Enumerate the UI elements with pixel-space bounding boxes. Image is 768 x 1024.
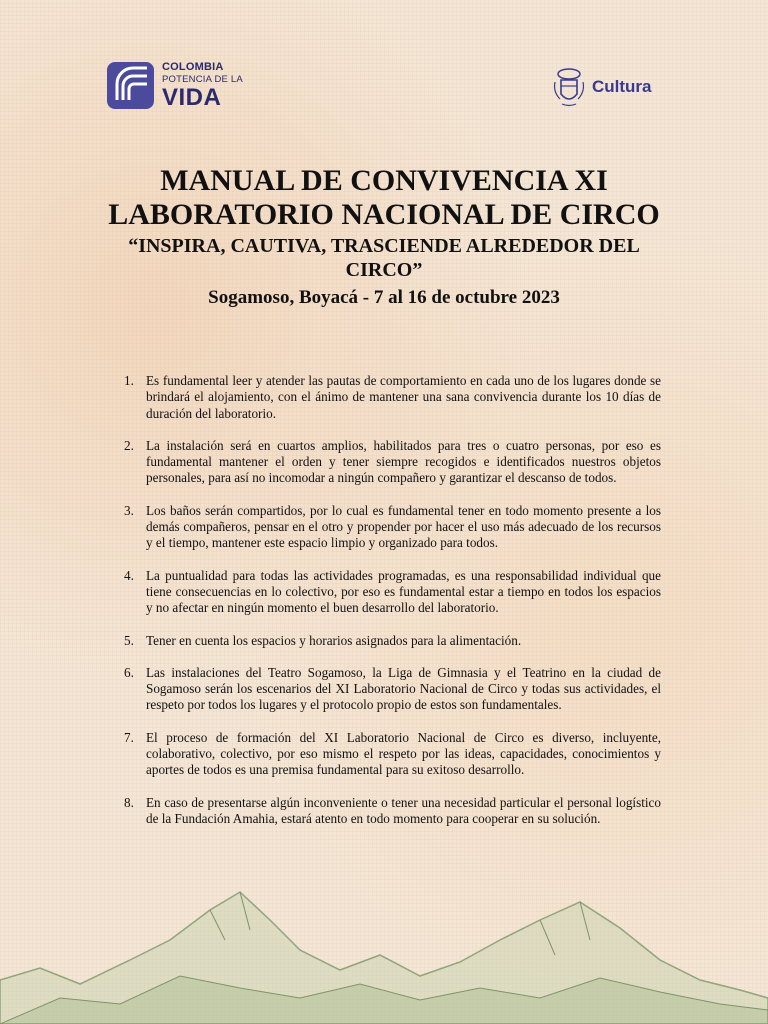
list-item [124, 633, 661, 649]
list-item [124, 503, 661, 552]
ministerio-cultura-logo [552, 66, 652, 108]
item-number: 4. [124, 567, 134, 583]
item-number: 2. [124, 437, 134, 453]
list-item [124, 373, 661, 422]
list-item [124, 730, 661, 779]
page-title: MANUAL DE CONVIVENCIA XI LABORATORIO NACIONAL DE CIRCO [108, 164, 660, 231]
item-text: La instalación será en cuartos amplios, habilitados para tres o cuatro personas, por eso es fundamental mantener el orden y tener siempre recogidos e identificados nuestros objetos personales, para así no incomodar a ningún compañero y garantizar el descanso de todos. [146, 437, 661, 486]
slogan: “INSPIRA, CAUTIVA, TRASCIENDE ALREDEDOR DEL CIRCO” [128, 235, 640, 281]
sound-wave-logo-icon [107, 62, 154, 109]
colombia-potencia-de-la-vida-logo [107, 62, 243, 110]
logo-line-1: COLOMBIA [162, 61, 224, 73]
item-number: 7. [124, 729, 134, 745]
document-header [100, 164, 668, 310]
item-number: 6. [124, 664, 134, 680]
coat-of-arms-icon [552, 66, 586, 108]
item-text: La puntualidad para todas las actividades programadas, es una responsabilidad individual que tiene consecuencias en lo colectivo, por eso es fundamental estar a tiempo en todos los espacios y no afectar en ningún momento el buen desarrollo del laboratorio. [146, 567, 661, 616]
item-text: En caso de presentarse algún inconveniente o tener una necesidad particular el personal logístico de la Fundación Amahia, estará atento en todo momento para cooperar en su solución. [146, 794, 661, 826]
logo-wordmark [162, 62, 243, 110]
item-number: 1. [124, 373, 134, 388]
list-item [124, 438, 661, 487]
item-text: El proceso de formación del XI Laboratorio Nacional de Circo es diverso, incluyente, colaborativo, colectivo, por eso mismo el respeto por las ideas, capacidades, conocimientos y aportes de todos es una premisa fundamental para su exitoso desarrollo. [146, 729, 661, 778]
item-number: 8. [124, 794, 134, 810]
item-text: Las instalaciones del Teatro Sogamoso, la Liga de Gimnasia y el Teatrino en la ciudad de Sogamoso serán los escenarios del XI Laboratorio Nacional de Circo y todas sus actividades, el respeto por todos los lugares y el protocolo propio de estos son fundamentales. [146, 664, 661, 713]
item-number: 5. [124, 632, 134, 648]
list-item [124, 795, 661, 828]
logo-line-3: VIDA [162, 83, 222, 111]
item-text: Es fundamental leer y atender las pautas de comportamiento en cada uno de los lugares donde se brindará el alojamiento, con el ánimo de mantener una sana convivencia durante los 10 días de duración del laboratorio. [146, 373, 661, 421]
logo-line-2: POTENCIA DE LA [162, 74, 243, 85]
item-number: 3. [124, 502, 134, 518]
place-date: Sogamoso, Boyacá - 7 al 16 de octubre 2023 [208, 287, 560, 308]
list-item [124, 665, 661, 714]
mountain-illustration [0, 880, 768, 1024]
item-text: Los baños serán compartidos, por lo cual es fundamental tener en todo momento presente a los demás compañeros, pensar en el otro y propender por hacer el uso más adecuado de los recursos y el tiempo, mantener este espacio limpio y organizado para todos. [146, 502, 661, 551]
cultura-label: Cultura [592, 77, 652, 96]
item-text: Tener en cuenta los espacios y horarios asignados para la alimentación. [146, 632, 522, 648]
list-item [124, 568, 661, 617]
rules-list [124, 373, 661, 843]
